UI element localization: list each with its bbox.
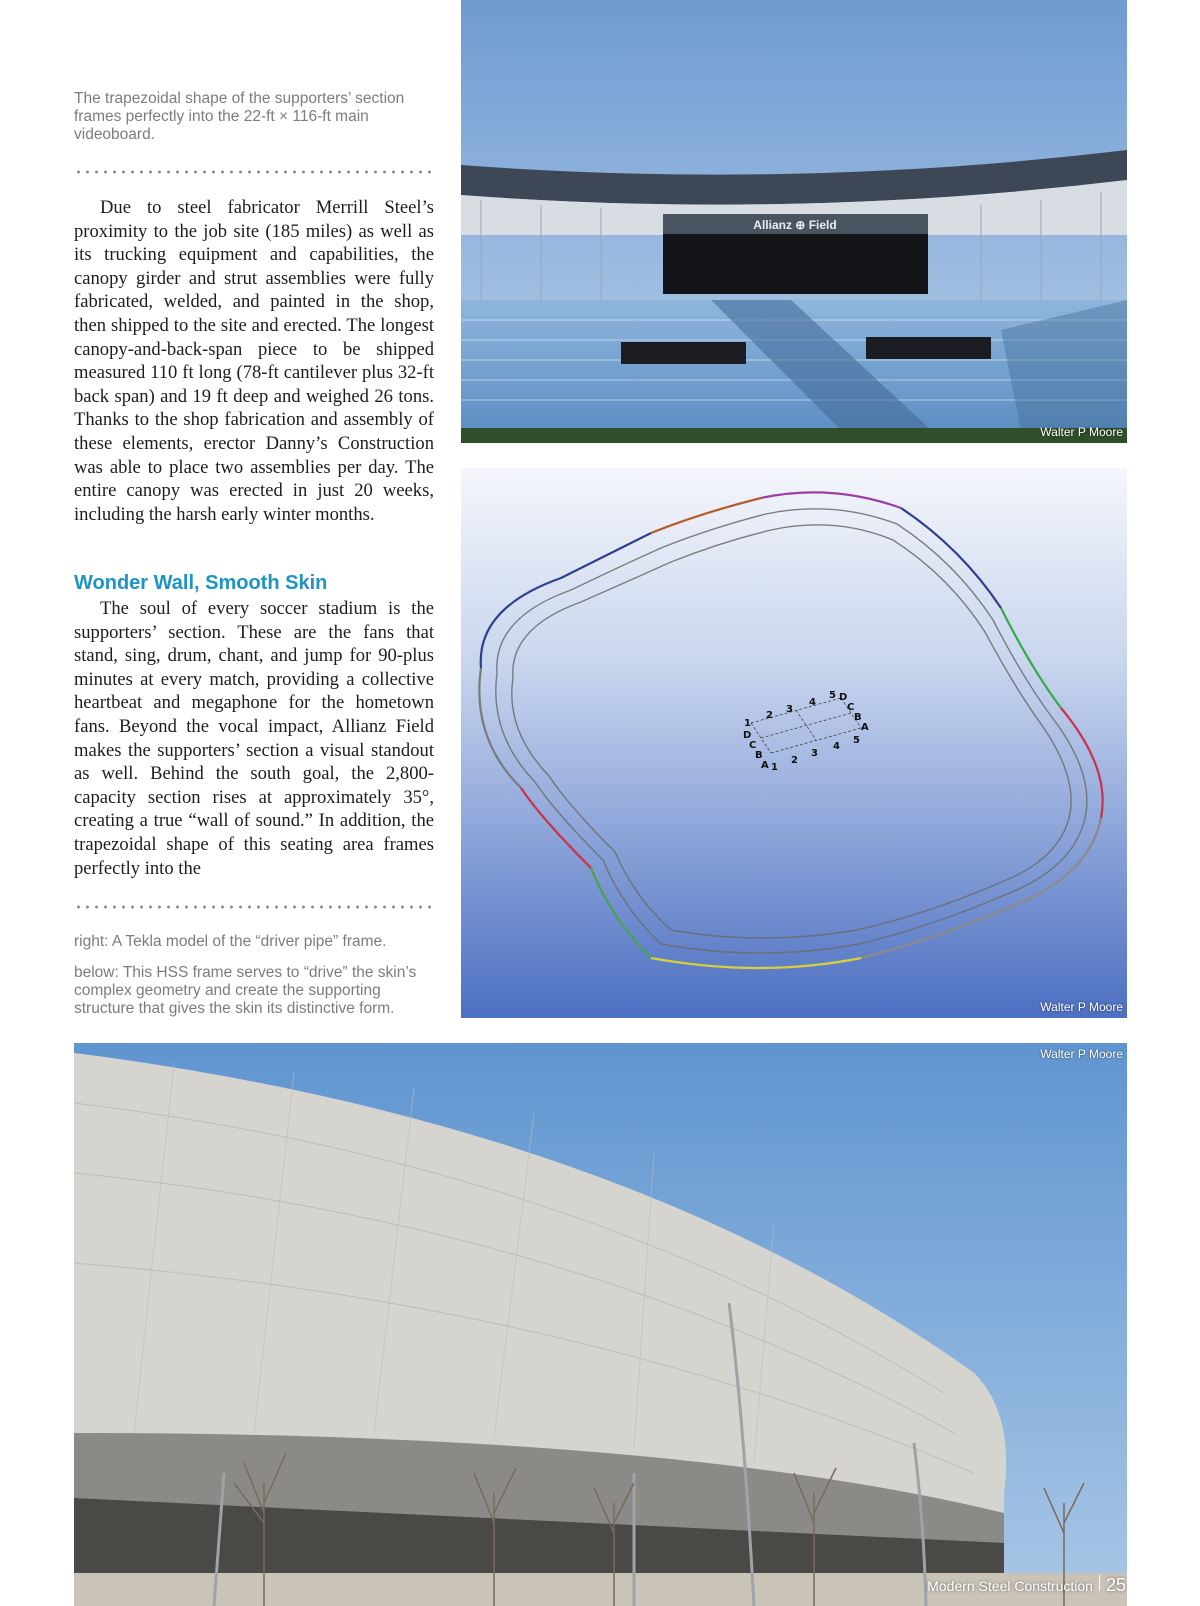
grid-label-3-bottom: 3 [811,748,818,759]
grid-label-c-right: C [847,702,855,713]
grid-label-2: 2 [766,710,773,721]
grid-label-d-right: D [839,692,848,703]
stadium-interior-illustration [461,0,1127,443]
grid-label-a-right: A [861,722,869,733]
section-heading: Wonder Wall, Smooth Skin [74,572,328,594]
photo-stadium-exterior [74,1043,1127,1606]
caption-videoboard: The trapezoidal shape of the supporters’ section frames perfectly into the 22-ft × 116-ft main videoboard. [74,90,405,143]
photo-credit-tekla: Walter P Moore [1040,1000,1123,1014]
photo-credit-interior: Walter P Moore [1040,425,1123,439]
body-paragraph-canopy: Due to steel fabricator Merrill Steel’s proximity to the job site (185 miles) as well as its trucking equipment and capabilities, the canopy girder and strut assemblies were fully fabricated, welded, and painted in the shop, then shipped to the site and erected. The longest canopy-and-back-span piece to be shipped measured 110 ft long (78-ft cantilever plus 32-ft back span) and 19 ft deep and weighed 26 tons. Thanks to the shop fabrication and assembly of these elements, erector Danny’s Construction was able to place two assemblies per day. The entire canopy was erected in just 20 weeks, including the harsh early winter months. [74,197,434,525]
photo-credit-exterior: Walter P Moore [1040,1047,1123,1061]
grid-label-d-left: D [743,730,752,741]
caption-hss-frame: below: This HSS frame serves to “drive” the skin’s complex geometry and create the supporting structure that gives the skin its distinctive form. [74,964,417,1017]
body-paragraph-supporters: The soul of every soccer stadium is the supporters’ section. These are the fans that stand, sing, drum, chant, and jump for 90-plus minutes at every match, providing a collective heartbeat and megaphone for the hometown fans. Beyond the vocal impact, Allianz Field makes the supporters’ section a visual standout as well. Behind the south goal, the 2,800-capacity section rises at approximately 35°, creating a true “wall of sound.” In addition, the trapezoidal shape of this seating area frames perfectly into the [74,598,434,879]
footer-separator [1099,1575,1100,1591]
grid-label-4-bottom: 4 [833,741,840,752]
grid-label-b-right: B [854,712,862,723]
publication-name: Modern Steel Construction [927,1578,1093,1594]
grid-label-3: 3 [786,704,793,715]
page-number: 25 [1105,1575,1126,1595]
dotted-divider-bottom [74,905,434,909]
videoboard-sign: Allianz ⊕ Field [753,218,837,232]
grid-label-5-bottom: 5 [853,735,860,746]
stadium-exterior-illustration [74,1043,1127,1606]
grid-label-5: 5 [829,690,836,701]
grid-label-4: 4 [809,697,816,708]
tekla-model-illustration [461,468,1127,1018]
grid-label-c-left: C [749,740,757,751]
caption-tekla-model: right: A Tekla model of the “driver pipe” frame. [74,933,387,950]
grid-label-1-bottom: 1 [771,762,778,773]
photo-stadium-interior [461,0,1127,443]
photo-tekla-model [461,468,1127,1018]
page-footer [927,1575,1126,1596]
grid-label-b-left: B [755,750,763,761]
grid-label-1: 1 [744,718,751,729]
grid-label-2-bottom: 2 [791,755,798,766]
grid-label-a-left: A [761,760,769,771]
dotted-divider-top [74,170,434,174]
